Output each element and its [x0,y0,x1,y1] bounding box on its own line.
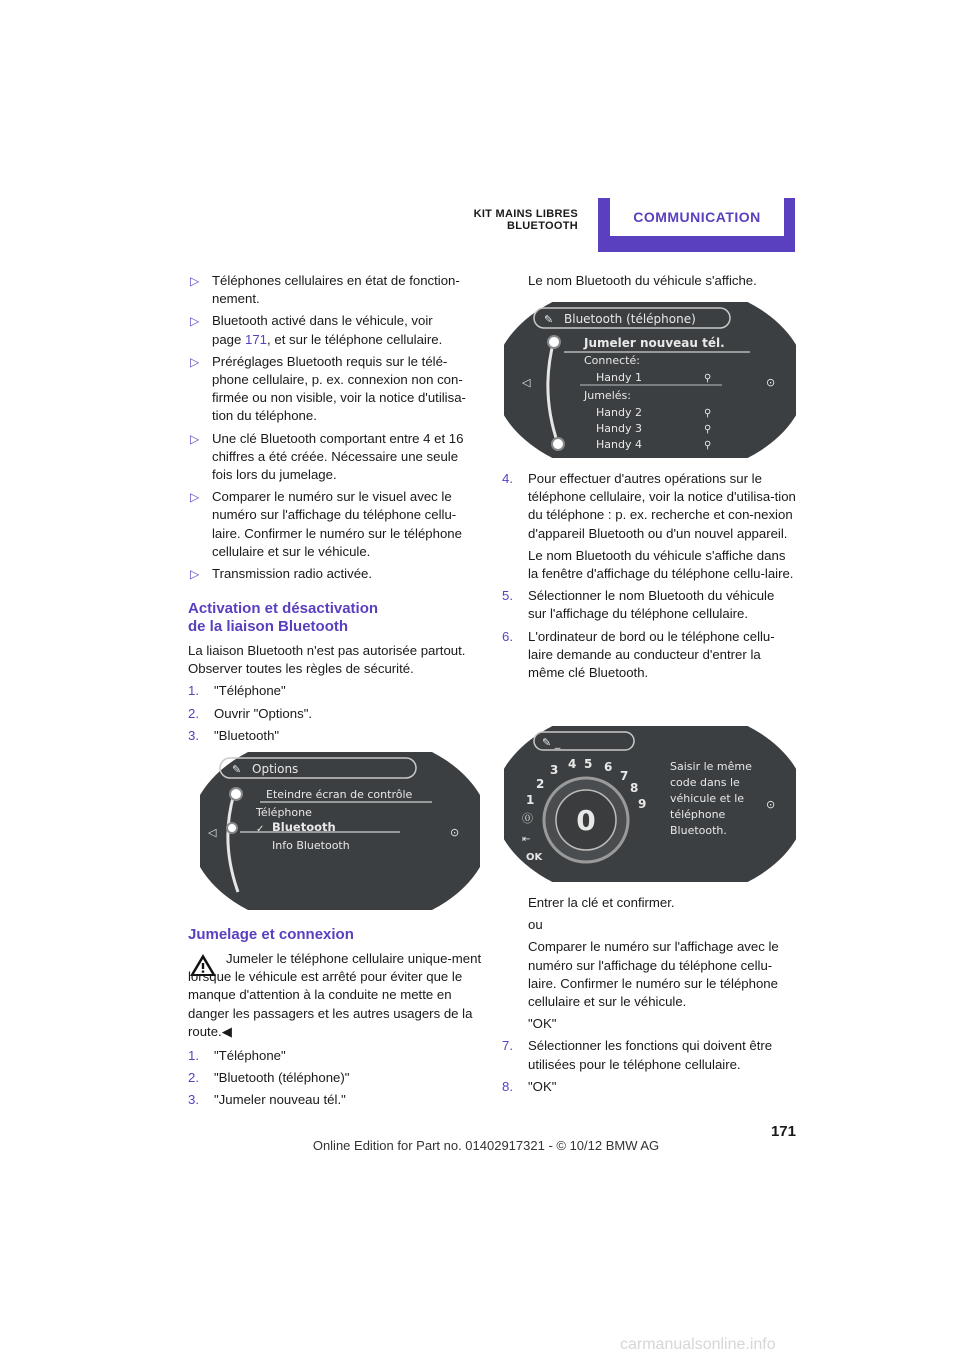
digit: 8 [630,781,639,795]
svg-text:◁: ◁ [208,826,217,839]
right-steps: 4. Pour effectuer d'autres opérations sur le téléphone cellulaire, voir la notice d'utilisa-tion du téléphone : p. ex. recherche et con-nexion d'appareil Bluetooth ou d'un nouvel appareil. Le nom Bluetooth du véhicule s'affiche dans la fenêtre d'affichage du téléphone cellu-laire. 5. Sélectionner le nom Bluetooth du véhicule sur l'affichage du téléphone cellulaire. 6. L'ordinateur de bord ou le téléphone cellu-laire demande au conducteur d'entrer la même clé Bluetooth. [502,470,796,686]
menu-group-label: Jumelés: [584,389,631,402]
menu-item: Info Bluetooth [272,839,350,852]
right-after: Entrer la clé et confirmer. ou Comparer le numéro sur l'affichage avec le numéro sur l'affichage du téléphone cellu-laire. Confirmer le numéro sur le téléphone cellulaire et sur le véhicule. "OK" 7. Sélectionner les fonctions qui doivent être utilisées pour le téléphone cellulaire. 8. "OK" [502,894,796,1100]
paragraph: La liaison Bluetooth n'est pas autorisée partout. Observer toutes les règles de sécurité. [188,643,466,677]
screen-title: Options [252,762,299,776]
bullet-arrow-icon: ▷ [190,274,200,288]
digit: 6 [604,760,613,774]
svg-text:✎ _: ✎ _ [542,736,561,749]
current-digit: 0 [576,804,596,837]
pencil-icon: ✎ [232,763,242,776]
menu-item: Handy 4 [596,438,642,451]
svg-text:⓪: ⓪ [522,812,533,825]
step-item: 3. "Bluetooth" [188,727,280,743]
bullet-arrow-icon: ▷ [190,567,200,582]
step-item: 1. "Téléphone" [188,1048,286,1064]
pairing-section [188,926,488,944]
digit: 3 [550,763,559,777]
hint-line: Saisir le même [670,760,752,773]
digit: 9 [638,797,647,811]
step-item: 7. Sélectionner les fonctions qui doivent être utilisées pour le téléphone cellulaire. [502,1038,773,1072]
svg-text:⇤: ⇤ [522,834,531,845]
svg-text:⊙: ⊙ [766,376,776,389]
activation-section [188,600,488,749]
screenshot-options-menu [200,752,480,910]
svg-text:✎: ✎ [544,313,554,326]
step-item: 5. Sélectionner le nom Bluetooth du véhicule sur l'affichage du téléphone cellulaire. [502,588,775,622]
step-item: 8. "OK" [502,1078,557,1094]
screenshot-bluetooth-menu [504,302,796,458]
bullet-arrow-icon: ▷ [190,354,200,369]
menu-item: Eteindre écran de contrôle [266,788,413,801]
warning-text: Jumeler le téléphone cellulaire unique-ment lorsque le véhicule est arrêté pour éviter que le manque d'attention à la conduite ne mette en danger les passagers et les autres usagers de la route. [188,951,482,1039]
section-heading: Jumelage et connexion [188,926,354,943]
watermark: carmanualsonline.info [620,1336,776,1353]
step-item: 3. "Jumeler nouveau tél." [188,1092,346,1108]
screenshot-key-entry [504,726,796,882]
step-item: 2. "Bluetooth (téléphone)" [188,1070,350,1086]
digit: 1 [526,793,535,807]
step-item: 4. Pour effectuer d'autres opérations sur le téléphone cellulaire, voir la notice d'utilisa-tion du téléphone : p. ex. recherche et con-nexion d'appareil Bluetooth ou d'un nouvel appareil. [502,471,796,541]
menu-item: Téléphone [256,806,312,819]
bullet-item: ▷ Transmission radio activée. [188,565,480,583]
svg-text:◁: ◁ [522,376,531,389]
bullet-arrow-icon: ▷ [190,314,200,329]
footer-edition: Online Edition for Part no. 01402917321 - © 10/12 BMW AG [312,1138,660,1153]
menu-group-label: Connecté: [584,354,640,367]
menu-item: Handy 3 [596,422,642,435]
svg-text:⚲: ⚲ [704,424,712,435]
page-number: 171 [770,1123,796,1140]
digit: 2 [536,777,545,791]
warning-text-block [188,950,484,1114]
svg-text:⚲: ⚲ [704,408,712,419]
svg-text:⊙: ⊙ [766,798,776,811]
menu-item-selected: Jumeler nouveau tél. [584,336,725,350]
bullet-item: ▷ Comparer le numéro sur le visuel avec le numéro sur l'affichage du téléphone cellu-laire. Confirmer le numéro sur le téléphone cellulaire et sur le véhicule. [190,489,462,559]
bullet-item: ▷ Une clé Bluetooth comportant entre 4 et 16 chiffres a été créée. Nécessaire une seule fois lors du jumelage. [190,430,464,483]
menu-item: Handy 1 [596,371,642,384]
bullet-item: ▷ Téléphones cellulaires en état de fonction-nement. [190,273,460,307]
hint-line: code dans le [670,776,740,789]
digit: 7 [620,769,629,783]
left-column [188,272,480,587]
ok-label: OK [526,852,543,863]
bullet-item: ▷ Préréglages Bluetooth requis sur le télé-phone cellulaire, p. ex. connexion non con-firmée ou non visible, voir la notice d'utilisa-tion du téléphone. [190,353,466,424]
section-heading: Activation et désactivation de la liaison Bluetooth [188,600,379,635]
svg-text:⚲: ⚲ [704,440,712,451]
step-item: 6. L'ordinateur de bord ou le téléphone cellu-laire demande au conducteur d'entrer la même clé Bluetooth. [502,628,775,681]
bullet-arrow-icon: ▷ [190,490,200,505]
bullet-arrow-icon: ▷ [190,431,200,446]
menu-item: Handy 2 [596,406,642,419]
svg-text:⊙: ⊙ [450,826,460,839]
hint-line: véhicule et le [670,792,745,805]
screen-title: Bluetooth (téléphone) [564,312,696,326]
step-item: 2. Ouvrir "Options". [188,705,313,721]
bullet-item: ▷ Bluetooth activé dans le véhicule, voir page 171, et sur le téléphone cellulaire. [190,313,443,347]
digit: 4 [568,757,577,771]
svg-text:✓: ✓ [256,824,265,835]
right-intro: Le nom Bluetooth du véhicule s'affiche. [528,273,757,288]
chapter-tab [598,198,795,252]
svg-text:⚲: ⚲ [704,373,712,384]
section-title: KIT MAINS LIBRES BLUETOOTH [473,208,578,232]
step-item: 1. "Téléphone" [188,683,286,699]
menu-item-selected: Bluetooth [272,820,336,834]
hint-line: téléphone [670,808,726,821]
end-marker: ◀ [221,1023,232,1039]
page-link[interactable]: 171 [245,331,268,347]
hint-line: Bluetooth. [670,824,727,837]
chapter-title: COMMUNICATION [610,198,784,236]
digit: 5 [584,757,593,771]
